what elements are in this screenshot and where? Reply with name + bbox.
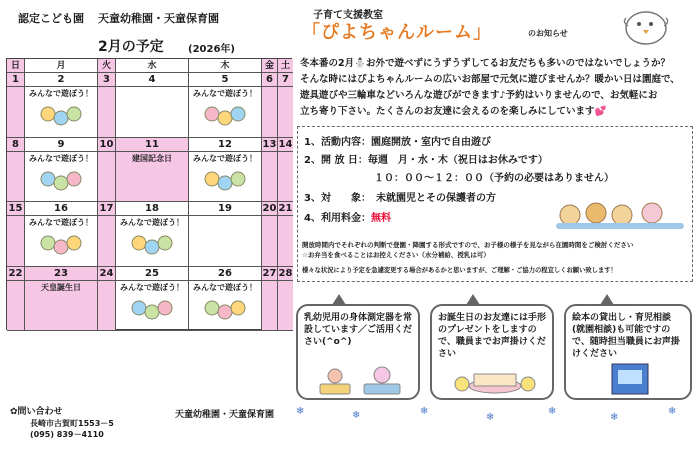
holiday-label: 建国記念日 <box>132 153 172 163</box>
day-number: 22 <box>8 267 23 279</box>
day-number: 18 <box>116 202 188 216</box>
contact-label: ✿問い合わせ <box>10 407 63 417</box>
calendar-week-row <box>7 73 291 138</box>
calendar-week-row <box>7 138 291 203</box>
play-day-label: みんなで遊ぼう！ <box>120 218 184 227</box>
info-open-days: 2、開 放 日：毎週 月・水・木（祝日はお休みです） <box>304 155 548 166</box>
day-number: 16 <box>25 202 97 216</box>
info-fee-label: 4、利用料金： <box>304 213 371 224</box>
info-activity: 1、活動内容：園庭開放・室内で自由遊び <box>304 137 491 148</box>
info-box <box>297 126 693 282</box>
weekday-label: 火 <box>98 59 116 73</box>
intro-line: そんな時にはぴよちゃんルームの広いお部屋で元気に遊びませんか？暖かい日は園庭で、 <box>300 74 680 85</box>
calendar-day-cell <box>189 73 262 138</box>
contact-phone: (095) 839－4110 <box>30 430 104 439</box>
day-number: 13 <box>262 138 277 150</box>
snowflake-icon: ❄ <box>420 406 429 417</box>
room-title: 「ぴよちゃんルーム」 <box>302 22 492 43</box>
calendar-day-cell <box>98 138 116 203</box>
month-year: (2026年) <box>188 44 235 55</box>
calendar-week-row <box>7 267 291 332</box>
children-playing-illustration <box>130 229 174 265</box>
children-playing-illustration <box>203 165 247 201</box>
calendar-header-row <box>7 59 291 73</box>
calendar-day-cell <box>189 202 262 267</box>
children-playing-illustration <box>39 229 83 265</box>
play-day-label: みんなで遊ぼう！ <box>193 282 257 292</box>
day-number: 4 <box>116 73 188 87</box>
day-number: 15 <box>8 203 23 214</box>
children-playing-illustration <box>39 165 83 201</box>
calendar-day-cell <box>25 138 98 203</box>
weekday-label: 日 <box>7 59 25 73</box>
room-notice: のお知らせ <box>528 29 568 38</box>
intro-message <box>300 56 686 120</box>
calendar-day-cell <box>98 202 116 267</box>
bubble-measurement <box>296 304 420 400</box>
day-number: 9 <box>25 138 97 152</box>
calendar <box>6 58 292 330</box>
calendar-day-cell <box>25 73 98 138</box>
day-number: 28 <box>278 267 293 279</box>
cake-illustration <box>452 364 538 394</box>
weekday-label: 金 <box>262 59 278 73</box>
play-day-label: みんなで遊ぼう！ <box>29 89 93 98</box>
bubble-books <box>564 304 692 400</box>
children-playing-illustration <box>203 100 247 136</box>
snowflake-icon: ❄ <box>352 410 361 421</box>
calendar-day-cell <box>7 267 25 332</box>
calendar-day-cell <box>7 138 25 203</box>
day-number: 2 <box>25 73 97 87</box>
day-number: 3 <box>98 73 115 87</box>
holiday-label: 天皇誕生日 <box>41 282 81 292</box>
calendar-day-cell <box>116 202 189 267</box>
weekday-label: 月 <box>25 59 98 73</box>
calendar-day-cell <box>116 267 189 332</box>
day-number: 12 <box>189 138 261 152</box>
snowflake-icon: ❄ <box>486 412 495 423</box>
snowflake-icon: ❄ <box>668 406 677 417</box>
day-number: 21 <box>278 203 293 214</box>
children-playing-illustration <box>39 100 83 136</box>
calendar-day-cell <box>262 138 278 203</box>
intro-line: 立ち寄り下さい。たくさんのお友達に会えるのを楽しみにしています💕 <box>300 106 607 117</box>
snowflake-icon: ❄ <box>296 406 305 417</box>
bubble-text: お誕生日のお友達には手形のプレゼントをしますので、職員までお声掛けください <box>438 313 547 359</box>
day-number: 8 <box>7 138 24 152</box>
chick-icon <box>620 4 672 48</box>
teddy-bears-illustration <box>556 193 684 231</box>
calendar-day-cell <box>262 202 278 267</box>
calendar-day-cell <box>7 73 25 138</box>
calendar-day-cell <box>278 202 293 267</box>
info-fee-value: 無料 <box>370 213 391 224</box>
play-day-label: みんなで遊ぼう！ <box>29 218 93 227</box>
day-number: 27 <box>262 267 277 279</box>
calendar-day-cell <box>262 267 278 332</box>
calendar-day-cell <box>98 73 116 138</box>
intro-line: 遊具遊びや三輪車などいろんな遊びができます♪予約はいりませんので、お気軽にお <box>300 90 658 101</box>
day-number: 10 <box>99 138 114 150</box>
day-number: 5 <box>189 73 261 87</box>
weekday-label: 土 <box>278 59 293 73</box>
intro-line: 冬本番の2月⛄お外で遊べずにうずうずしてるお友だちも多いのではないでしょうか？ <box>300 58 670 69</box>
snowflake-icon: ❄ <box>548 406 557 417</box>
day-number: 1 <box>7 73 24 87</box>
play-day-label: みんなで遊ぼう！ <box>29 153 93 163</box>
day-number: 24 <box>99 267 114 279</box>
play-day-label: みんなで遊ぼう！ <box>193 153 257 163</box>
calendar-week-row <box>7 202 291 267</box>
calendar-day-cell <box>278 73 293 138</box>
day-number: 26 <box>189 267 261 281</box>
day-number: 6 <box>262 73 277 87</box>
calendar-day-cell <box>98 267 116 332</box>
day-number: 17 <box>99 203 114 214</box>
calendar-day-cell <box>262 73 278 138</box>
children-playing-illustration <box>203 294 247 330</box>
calendar-day-cell <box>278 267 293 332</box>
calendar-day-cell <box>25 202 98 267</box>
info-open-hours: １０：００～１２：００（予約の必要はありません） <box>374 173 614 184</box>
play-day-label: みんなで遊ぼう！ <box>193 89 257 98</box>
play-day-label: みんなで遊ぼう！ <box>120 282 184 292</box>
info-note: 開放時間内でそれぞれの判断で登園・降園する形式ですので、お子様の様子を見ながら在園時間をご検討ください <box>302 241 634 249</box>
bubble-text: 乳幼児用の身体測定器を常設しています／ご活用ください(^o^) <box>304 313 413 347</box>
bubble-text: 絵本の貸出し・育児相談(就園相談)も可能ですので、随時担当職員にお声掛けください <box>572 313 680 359</box>
day-number: 23 <box>25 267 97 281</box>
school-name: 天童幼稚園・天童保育園 <box>98 12 219 25</box>
contact-address: 長崎市古賀町1553－5 <box>30 419 114 428</box>
info-target: 3、対 象： 未就園児とその保護者の方 <box>304 193 496 204</box>
calendar-day-cell <box>189 138 262 203</box>
snowflake-icon: ❄ <box>610 412 619 423</box>
school-type-label: 認定こども園 <box>18 12 84 25</box>
contact-info <box>10 404 114 439</box>
day-number: 20 <box>262 203 277 214</box>
bubble-birthday <box>430 304 554 400</box>
month-title: 2月の予定 <box>98 39 164 55</box>
day-number: 19 <box>189 202 261 216</box>
scale-illustration <box>316 362 406 396</box>
calendar-day-cell <box>25 267 98 332</box>
school-header <box>18 10 288 26</box>
day-number: 14 <box>278 138 293 150</box>
weekday-label: 木 <box>189 59 262 73</box>
day-number: 25 <box>116 267 188 281</box>
calendar-day-cell <box>116 73 189 138</box>
room-subtitle: 子育て支援教室 <box>313 10 383 21</box>
contact-org: 天童幼稚園・天童保育園 <box>175 410 275 420</box>
info-fee <box>304 209 391 224</box>
children-playing-illustration <box>130 294 174 330</box>
picture-book-icon <box>610 362 650 396</box>
weekday-label: 水 <box>116 59 189 73</box>
info-note-change: 様々な状況により予定を急遽変更する場合があるかと思いますが、ご理解・ご協力の程宜しくお願い致します！ <box>302 267 617 274</box>
calendar-day-cell <box>116 138 189 203</box>
calendar-day-cell <box>189 267 262 332</box>
info-note-lunch: ☆お弁当を食べることはお控えください（水分補給、授乳は可） <box>302 251 490 259</box>
day-number: 11 <box>116 138 188 152</box>
calendar-day-cell <box>278 138 293 203</box>
calendar-day-cell <box>7 202 25 267</box>
day-number: 7 <box>278 73 293 87</box>
